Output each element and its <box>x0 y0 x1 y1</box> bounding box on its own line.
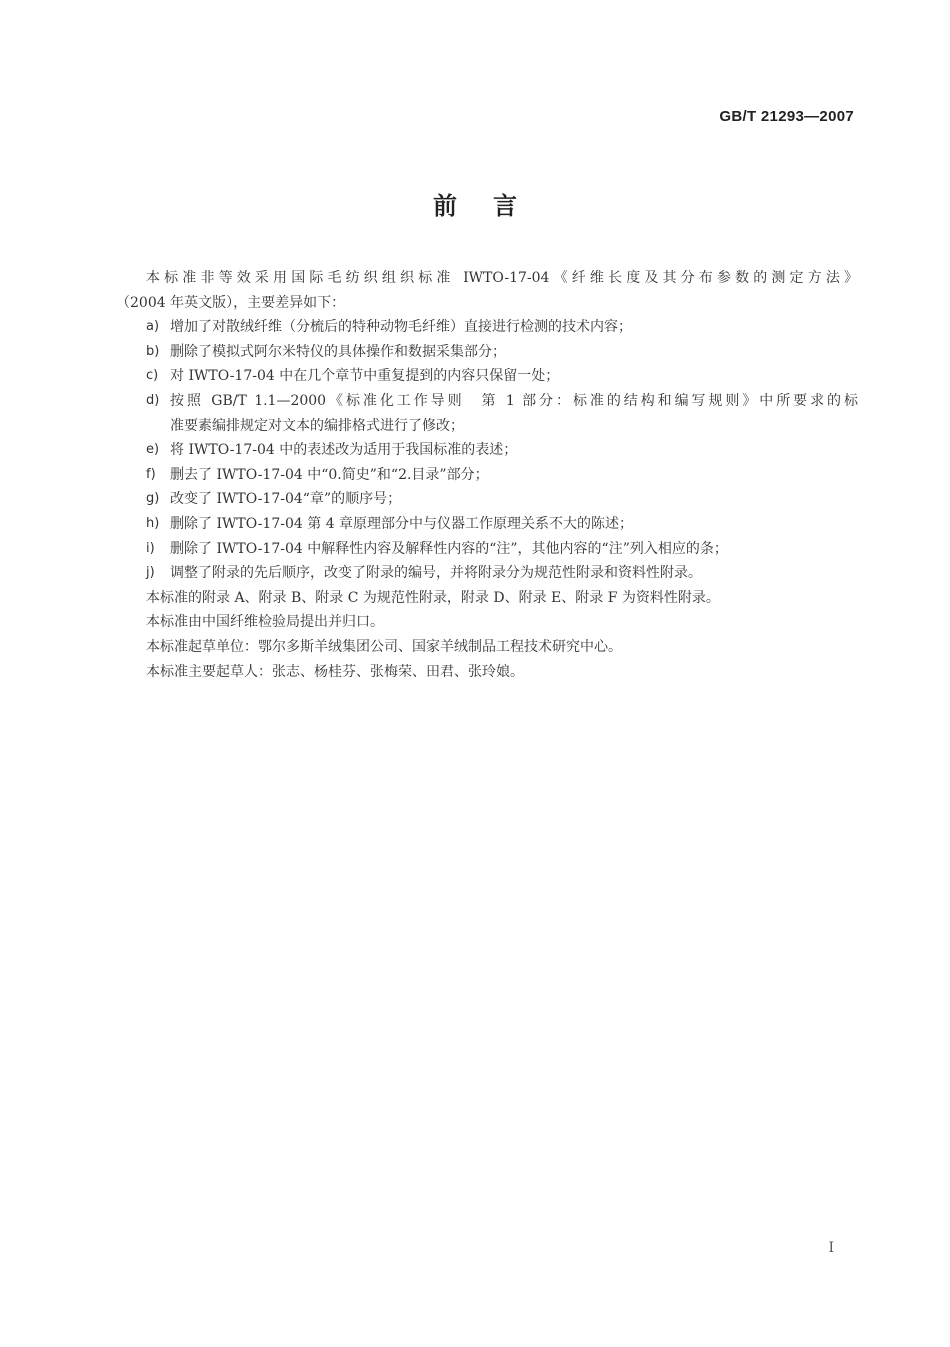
item-text-line-1: 按照 GB/T 1.1—2000《标准化工作导则 第 1 部分：标准的结构和编写规则》中所要求的标 <box>170 392 858 409</box>
drafters-statement: 本标准主要起草人：张志、杨桂芬、张梅荣、田君、张玲娘。 <box>146 663 524 680</box>
item-text: 改变了 IWTO-17-04“章”的顺序号； <box>170 491 402 508</box>
proposer-statement: 本标准由中国纤维检验局提出并归口。 <box>146 614 384 631</box>
difference-item-j <box>146 561 858 586</box>
item-text: 删除了 IWTO-17-04 中解释性内容及解释性内容的“注”，其他内容的“注”列入相应的条； <box>170 540 728 557</box>
item-label: c) <box>146 368 159 384</box>
item-label: h) <box>146 515 160 531</box>
foreword-body <box>116 266 858 684</box>
item-label: g) <box>146 491 160 507</box>
standard-code: GB/T 21293—2007 <box>719 108 854 125</box>
difference-item-a <box>146 315 858 340</box>
item-label: j) <box>146 565 155 581</box>
intro-line-1: 本标准非等效采用国际毛纺织组织标准 IWTO-17-04《纤维长度及其分布参数的测定方法》 <box>146 270 858 286</box>
difference-item-g <box>146 487 858 512</box>
difference-item-c <box>146 364 858 389</box>
item-text-line-2: 准要素编排规定对文本的编排格式进行了修改； <box>170 417 464 434</box>
item-label: i) <box>146 540 155 556</box>
difference-item-e <box>146 438 858 463</box>
difference-item-d <box>146 389 858 438</box>
item-text <box>170 389 858 438</box>
item-text: 调整了附录的先后顺序，改变了附录的编号，并将附录分为规范性附录和资料性附录。 <box>170 565 702 582</box>
item-text: 删除了 IWTO-17-04 第 4 章原理部分中与仪器工作原理关系不大的陈述； <box>170 515 634 532</box>
item-label: a) <box>146 319 160 335</box>
item-label: d) <box>146 392 160 408</box>
item-label: e) <box>146 442 160 458</box>
item-text: 增加了对散绒纤维（分梳后的特种动物毛纤维）直接进行检测的技术内容； <box>170 319 632 336</box>
page-number: I <box>828 1240 834 1256</box>
difference-item-f <box>146 463 858 488</box>
intro-line-2: （2004 年英文版），主要差异如下： <box>116 294 346 311</box>
page-title: 前言 <box>433 192 553 220</box>
item-text: 删去了 IWTO-17-04 中“0.简史”和“2.目录”部分； <box>170 466 489 483</box>
difference-item-i <box>146 537 858 562</box>
item-text: 对 IWTO-17-04 中在几个章节中重复提到的内容只保留一处； <box>170 368 560 385</box>
item-label: f) <box>146 466 156 482</box>
item-label: b) <box>146 343 160 359</box>
difference-item-b <box>146 340 858 365</box>
item-text: 删除了模拟式阿尔米特仪的具体操作和数据采集部分； <box>170 343 506 360</box>
difference-item-h <box>146 512 858 537</box>
annex-statement: 本标准的附录 A、附录 B、附录 C 为规范性附录，附录 D、附录 E、附录 F 为资料性附录。 <box>146 589 720 606</box>
item-text: 将 IWTO-17-04 中的表述改为适用于我国标准的表述； <box>170 442 518 459</box>
drafting-units-statement: 本标准起草单位：鄂尔多斯羊绒集团公司、国家羊绒制品工程技术研究中心。 <box>146 638 622 655</box>
